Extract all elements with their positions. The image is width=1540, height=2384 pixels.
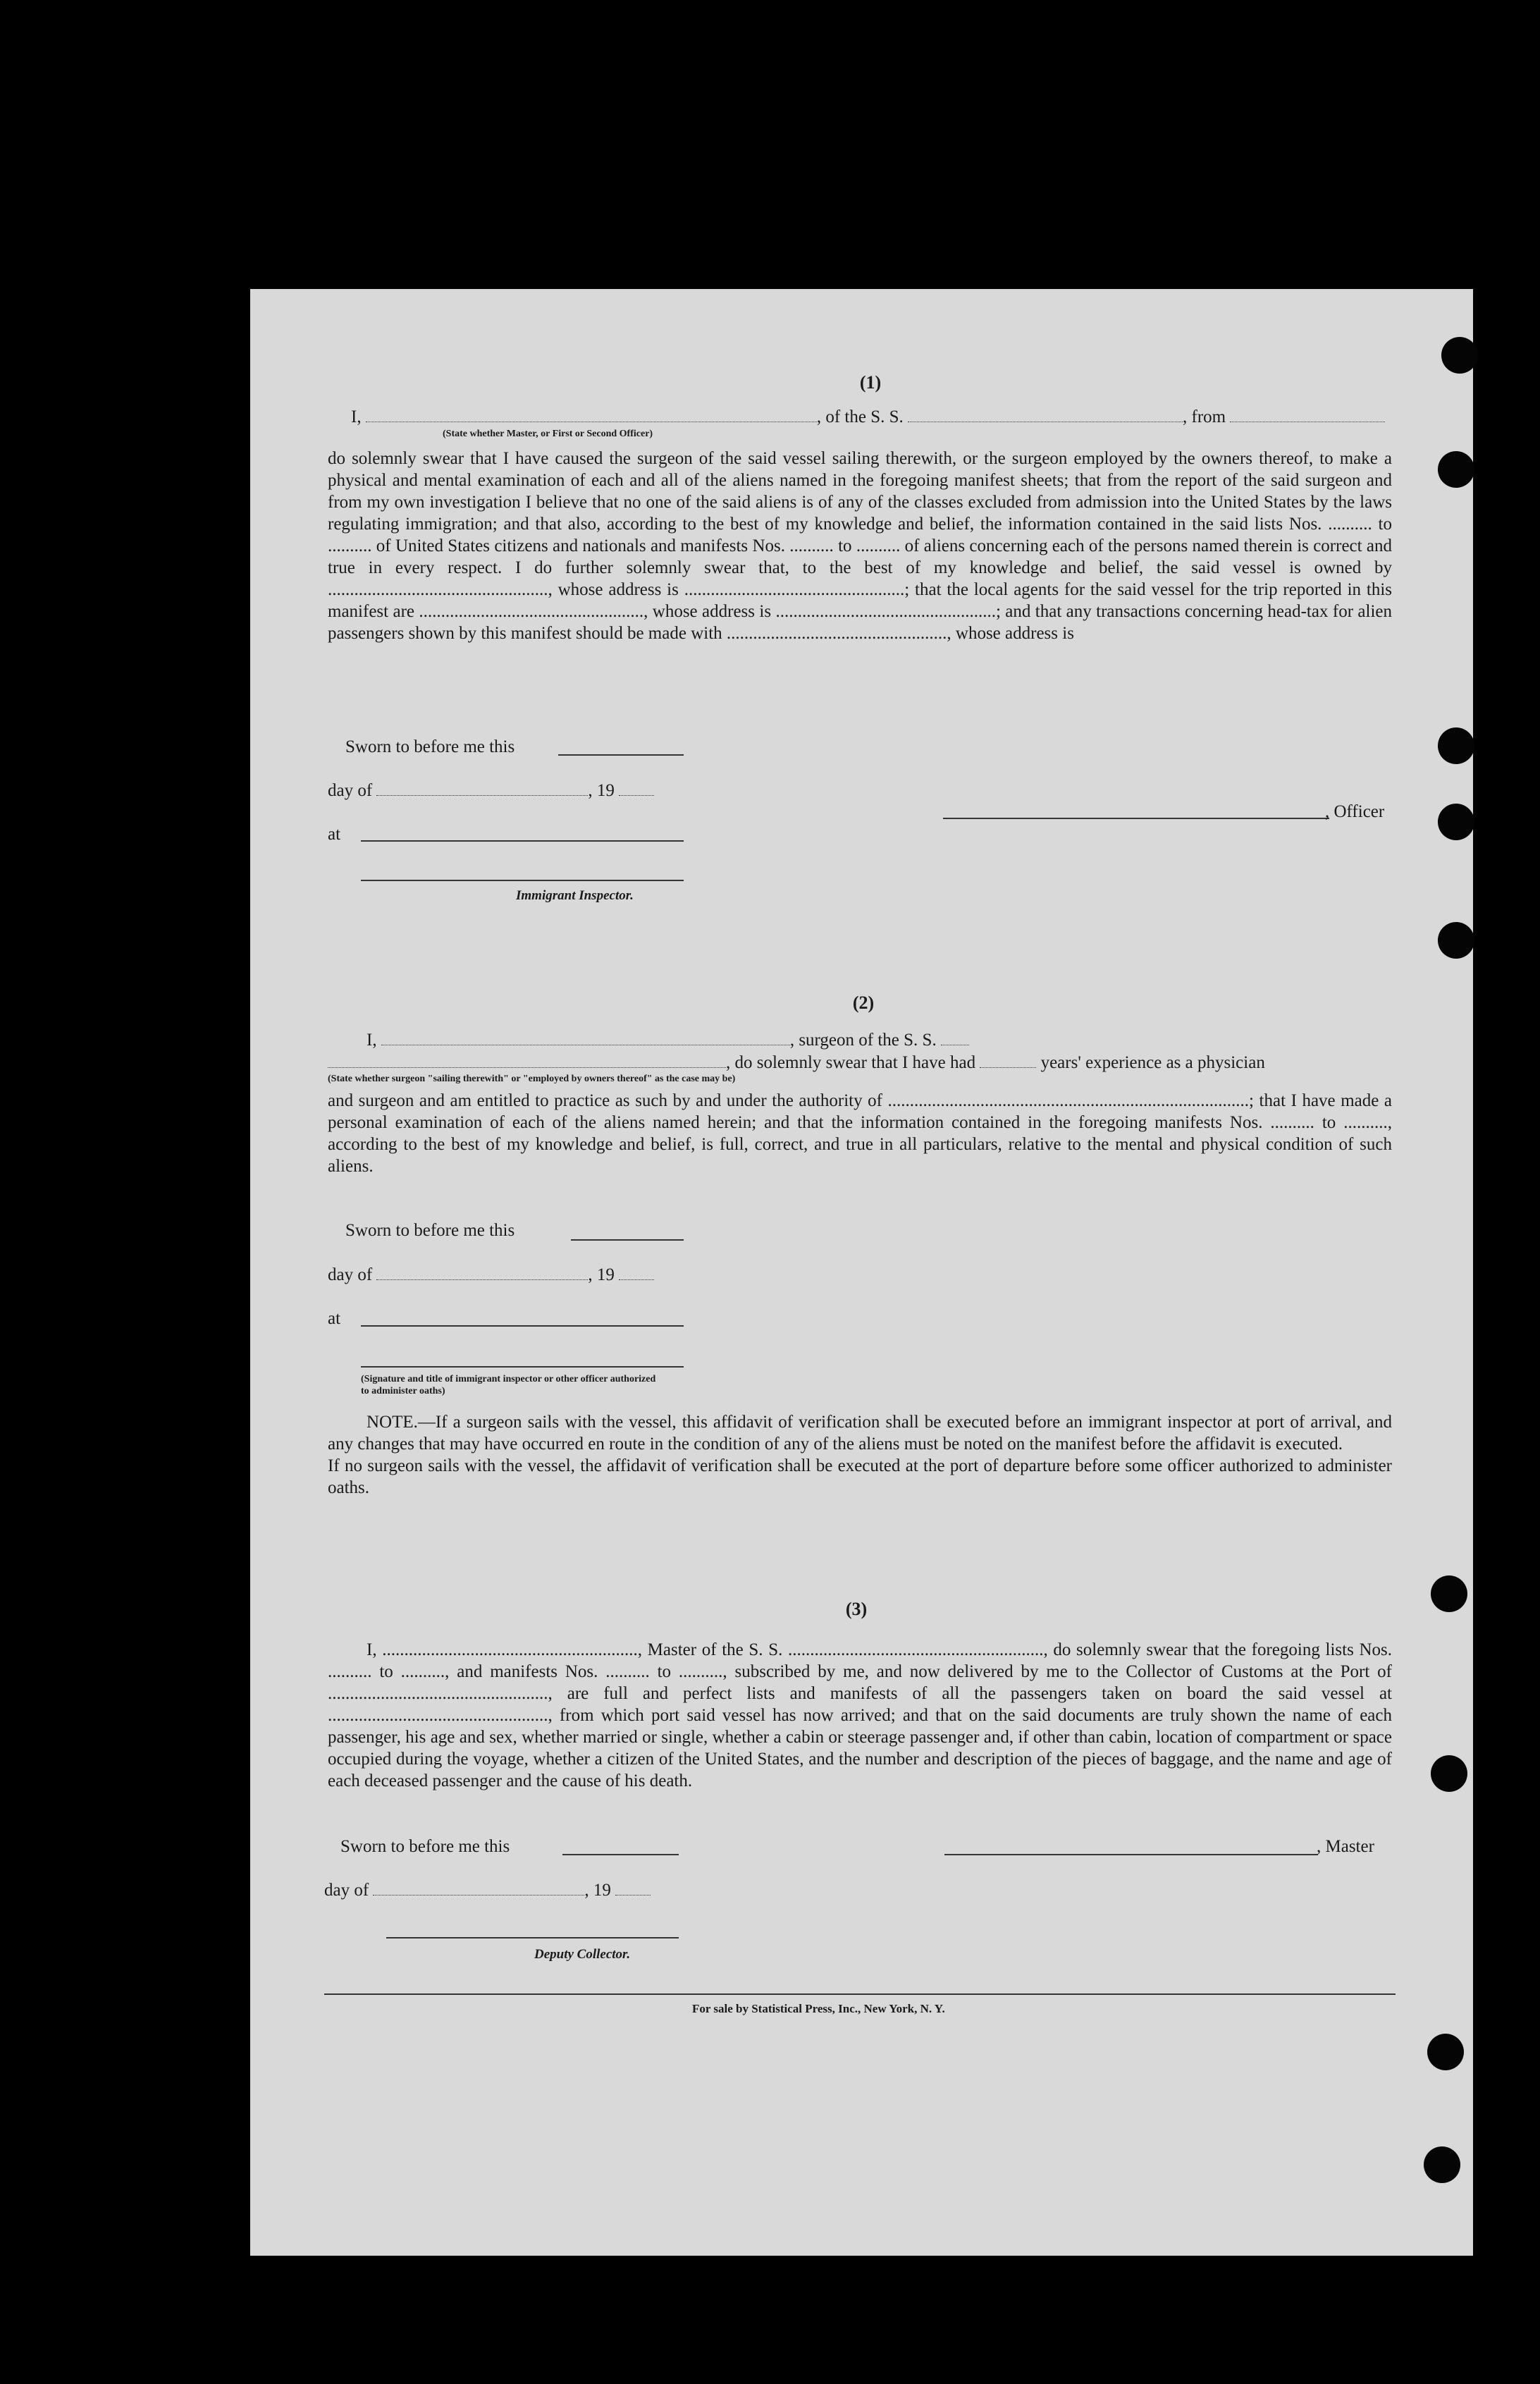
binder-hole xyxy=(1438,804,1474,840)
master-name-field[interactable] xyxy=(366,407,817,422)
day-field-2[interactable] xyxy=(376,1265,588,1280)
officer-label: , Officer xyxy=(1325,802,1385,821)
affidavit2-body: and surgeon and am entitled to practice as such by and under the authority of ..................................................................................; that I have made a personal examination of each of the aliens named herein; and that the information contained in the foregoing manifests Nos. .......... to .........., according to the best of my knowledge and belief, is full, correct, and true in all particulars, relative to the mental and physical condition of such aliens. xyxy=(328,1091,1392,1176)
dayof-line-1: day of , 19 xyxy=(328,781,654,801)
years-field[interactable] xyxy=(980,1053,1036,1068)
at-line-1: at xyxy=(328,825,341,844)
binder-hole xyxy=(1431,1755,1467,1792)
affidavit3-body: I, .........................................................., Master of the S. S. .........................................................., do solemnly swear that the foregoing lists Nos. .......... to .........., and manifests Nos. .......... to .........., subscribed by me, and now delivered by me to the Collector of Customs at the Port of .................................................., are full and perfect lists and manifests of all the passengers taken on board the said vessel at .................................................., from which port said vessel has now arrived; and that on the said documents are truly shown the name of each passenger, his age and sex, whether married or single, whether a cabin or steerage passenger and, if other than cabin, location of compartment or space occupied during the voyage, whether a citizen of the United States, and the number and description of the pieces of baggage, and the name and age of each deceased passenger and the cause of his death. xyxy=(328,1640,1392,1790)
binder-hole xyxy=(1441,337,1478,374)
day-field-1[interactable] xyxy=(376,781,588,796)
footer-printer: For sale by Statistical Press, Inc., New York, N. Y. xyxy=(692,2002,945,2015)
year-field-3[interactable] xyxy=(615,1881,651,1895)
master-label: , Master xyxy=(1317,1837,1374,1856)
day-field-3[interactable] xyxy=(373,1881,584,1895)
section-number-3: (3) xyxy=(845,1599,868,1619)
affidavit2-note: (State whether surgeon "sailing therewith" or "employed by owners thereof" as the case may be) xyxy=(328,1074,736,1084)
immigrant-inspector-caption: Immigrant Inspector. xyxy=(516,888,634,903)
departure-port-field[interactable] xyxy=(1230,407,1385,422)
sworn-line-1: Sworn to before me this xyxy=(345,737,515,756)
binder-hole xyxy=(1438,727,1474,764)
year-field-2[interactable] xyxy=(619,1265,654,1280)
binder-hole xyxy=(1438,922,1474,959)
affidavit2-line1: I, , surgeon of the S. S. xyxy=(366,1031,969,1050)
deputy-collector-caption: Deputy Collector. xyxy=(534,1947,631,1962)
note-paragraph-1: NOTE.—If a surgeon sails with the vessel, this affidavit of verification shall be executed before an immigrant inspector at port of arrival, and any changes that may have occurred en route in the condition of any of the aliens must be noted on the manifest before the affidavit is executed. If no surgeon sails with the vessel, the affidavit of verification shall be executed at the port of departure before some officer authorized to administer oaths. xyxy=(328,1413,1392,1497)
dayof-line-2: day of , 19 xyxy=(328,1265,654,1285)
affidavit1-body: do solemnly swear that I have caused the surgeon of the said vessel sailing therewith, or the surgeon employed by the owners thereof, to make a physical and mental examination of each and all of the aliens named in the foregoing manifest sheets; that from the report of the said surgeon and from my own investigation I believe that no one of the said aliens is of any of the classes excluded from admission into the United States by the laws regulating immigration; and that also, according to the best of my knowledge and belief, the information contained in the said lists Nos. .......... to .......... of United States citizens and nationals and manifests Nos. .......... to .......... of aliens concerning each of the persons named therein is correct and true in every respect. I do further solemnly swear that, to the best of my knowledge and belief, the said vessel is owned by .................................................., whose address is ..................................................; that the local agents for the said vessel for the trip reported in this manifest are ..................................................., whose address is ..................................................; and that any transactions concerning head-tax for alien passengers shown by this manifest should be made with .................................................., whose address is xyxy=(328,449,1392,643)
binder-hole xyxy=(1431,1575,1467,1612)
binder-hole xyxy=(1424,2146,1460,2183)
year-field-1[interactable] xyxy=(619,781,654,796)
affidavit2-line2: , do solemnly swear that I have had years' experience as a physician xyxy=(328,1053,1265,1073)
section-number-1: (1) xyxy=(859,372,882,393)
sworn-line-2: Sworn to before me this xyxy=(345,1221,515,1240)
signature-note-2: (Signature and title of immigrant inspector or other officer authorized to administer oaths) xyxy=(361,1374,656,1396)
section-number-2: (2) xyxy=(852,993,875,1013)
affidavit1-line1: I, , of the S. S. , from xyxy=(351,407,1385,427)
surgeon-name-field[interactable] xyxy=(381,1031,790,1045)
at-line-2: at xyxy=(328,1309,341,1328)
surgeon-vessel-field[interactable] xyxy=(941,1031,969,1045)
dayof-line-3: day of , 19 xyxy=(324,1881,651,1900)
affidavit1-note: (State whether Master, or First or Second Officer) xyxy=(443,429,653,439)
surgeon-status-field[interactable] xyxy=(328,1053,726,1068)
footer-rule xyxy=(324,1993,1396,1995)
binder-hole xyxy=(1438,451,1474,488)
vessel-name-field[interactable] xyxy=(908,407,1183,422)
sworn-line-3: Sworn to before me this xyxy=(340,1837,510,1856)
binder-hole xyxy=(1427,2034,1464,2070)
